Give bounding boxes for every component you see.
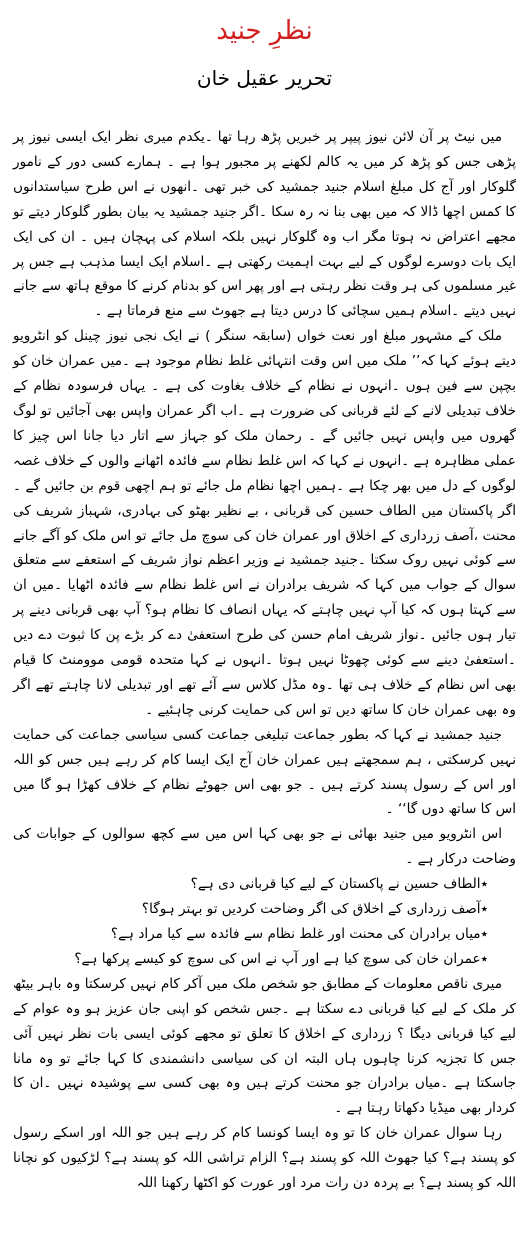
paragraph: ملک کے مشہور مبلغ اور نعت خواں (سابقہ سنگر ) نے ایک نجی نیوز چینل کو انٹرویو دیتے ہوئے کہا کہ’’ ملک میں اس وقت انتہائی غلط نظام موجود ہے ۔میں عمران خان کو بچپن سے فین ہوں ۔انہوں نے نظام کے خلاف بغاوت کی ہے ۔ یہاں فرسودہ نظام کے خلاف تبدیلی لانے کے لئے قربانی کی ضرورت ہے ۔اب اگر عمران واپس بھی آجائیں تو لوگ گھروں میں واپس نہیں جائیں گے ۔ رحمان ملک کو جہاز سے اتار دیا جانا اس چیز کا عملی مظاہرہ ہے ۔انہوں نے کہا کہ اس غلط نظام سے فائدہ اٹھانے والوں کے خلاف غصہ لوگوں کے دل میں بھر چکا ہے ۔ہمیں اچھا نظام مل جائے تو ہم اچھی قوم بن جائیں گے ۔اگر پاکستان میں الطاف حسین کی قربانی ، بے نظیر بھٹو کی بہادری، شہباز شریف کی محنت ،آصف زرداری کے اخلاق اور عمران خان کی سوچ مل جائے تو اس ملک کو آگے جانے سے کوئی نہیں روک سکتا ۔جنید جمشید نے وزیر اعظم نواز شریف کے استعفے سے متعلق سوال کے جواب میں کہا کہ شریف برادران نے اس غلط نظام سے فائدہ اٹھایا ۔میں ان سے کہتا ہوں کہ کیا آپ نہیں چاہتے کہ یہاں انصاف کا نظام ہو؟ آپ بھی قربانی دینے پر تیار ہوں جائیں ۔نواز شریف امام حسن کی طرح استعفیٰ دے کر بڑے پن کا ثبوت دے دیں ۔استعفیٰ دینے سے کوئی چھوٹا نہیں ہوتا ۔انہوں نے کہا متحدہ قومی موومنٹ کا قیام بھی اس نظام کے خلاف ہی تھا ۔وہ مڈل کلاس سے آئے تھے اور تبدیلی لانا چاہتے تھے اگر وہ بھی عمران خان کا ساتھ دیں تو اس کی حمایت کرنی چاہئیے ۔: [13, 328, 516, 718]
paragraph: میں نیٹ پر آن لائن نیوز پیپر پر خبریں پڑھ رہا تھا ۔یکدم میری نظر ایک ایسی نیوز پر پڑھی جس کو پڑھ کر میں یہ کالم لکھنے پر مجبور ہوا ہے ۔ ہمارے کسی دور کے نامور گلوکار اور آج کل مبلغ اسلام جنید جمشید کی خبر تھی ۔انھوں نے اس طرح سیاستدانوں کا کمس اچھا ڈالا کہ میں بھی بنا نہ رہ سکا ۔اگر جنید جمشید یہ بیان بطور گلوکار دیتے تو مجھے اعتراض نہ ہوتا مگر اب وہ گلوکار نہیں بلکہ اسلام کی پہچان ہیں ۔ ان کی ایک ایک بات دوسرے لوگوں کے لیے بہت اہمیت رکھتی ہے ۔اسلام ایک ایسا مذہب ہے جس پر غیر مسلموں کی ہر وقت نظر رہتی ہے اور پھر اس کو بدنام کرنے کا موقع ہاتھ سے جانے نہیں دیتے ۔اسلام ہمیں سچائی کا درس دیتا ہے جھوٹ سے منع فرماتا ہے ۔: [13, 129, 516, 320]
paragraph: اس انٹرویو میں جنید بھائی نے جو بھی کہا اس میں سے کچھ سوالوں کے جوابات کی وضاحت درکار ہے ۔: [13, 826, 516, 868]
article-byline: تحریر عقیل خان: [196, 66, 333, 90]
paragraph: میری ناقص معلومات کے مطابق جو شخص ملک میں آکر کام نہیں کرسکتا وہ باہر بیٹھ کر ملک کے لیے کیا قربانی دے سکتا ہے ۔جس شخص کو اپنی جان عزیز ہو وہ عوام کے لیے کیا قربانی دیگا ؟ زرداری کے اخلاق کا تعلق تو مجھے کوئی ایسی بات نظر نہیں آئی جس کا تجزیہ کرنا چاہوں ہاں البتہ ان کی سیاسی دانشمندی کا کہا جائے تو وہ مانا جاسکتا ہے ۔میاں برادران جو محنت کرتے ہیں وہ بھی کسی سے پوشیدہ نہیں ۔ان کا کردار بھی میڈیا دکھاتا رہتا ہے ۔: [13, 975, 516, 1117]
question-item: ٭آصف زرداری کے اخلاق کی اگر وضاحت کردیں تو بہتر ہوگا؟: [141, 901, 488, 918]
article-title: نظرِ جنید: [216, 16, 313, 46]
question-item: ٭میاں برادران کی محنت اور غلط نظام سے فائدہ سے کیا مراد ہے؟: [110, 926, 488, 942]
paragraph: رہا سوال عمران خان کا تو وہ ایسا کونسا کام کر رہے ہیں جو اللہ اور اسکے رسول کو پسند ہے؟ کیا جھوٹ اللہ کو پسند ہے؟ الزام تراشی اللہ کو پسند ہے؟ لڑکیوں کو نچانا اللہ کو پسند ہے؟ بے پردہ دن رات مرد اور عورت کو اکٹھا رکھنا اللہ: [13, 1125, 516, 1192]
article-body: [13, 125, 516, 1196]
paragraph: جنید جمشید نے کہا کہ بطور جماعت تبلیغی جماعت کسی سیاسی جماعت کی حمایت نہیں کرسکتی ، ہم سمجھتے ہیں عمران خان آج ایک ایسا کام کر رہے ہیں جس کو اللہ اور اس کے رسول پسند کرتے ہیں ۔ جو بھی اس جھوٹے نظام کے خلاف کھڑا ہو گا میں اس کا ساتھ دوں گا‘‘ ۔: [13, 726, 516, 818]
question-item: ٭الطاف حسین نے پاکستان کے لیے کیا قربانی دی ہے؟: [190, 876, 488, 893]
question-item: ٭عمران خان کی سوچ کیا ہے اور آپ نے اس کی سوچ کو کیسے پرکھا ہے؟: [74, 950, 488, 967]
